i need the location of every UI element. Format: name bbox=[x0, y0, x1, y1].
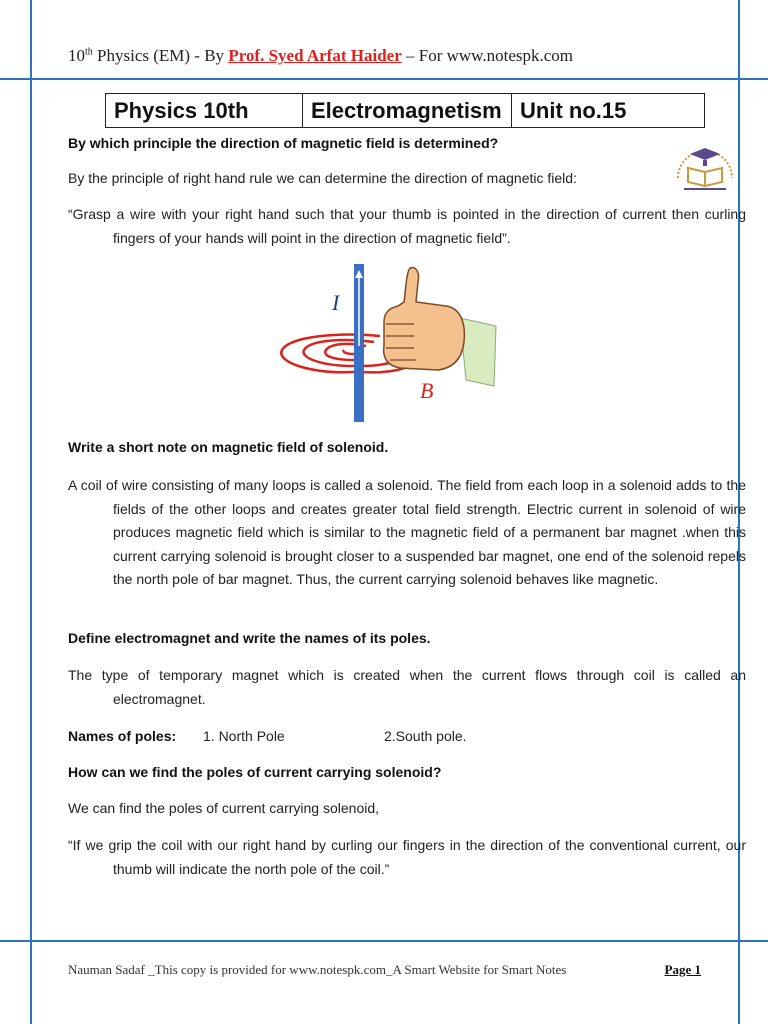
poles-label: Names of poles: bbox=[68, 728, 177, 744]
right-hand-rule-figure bbox=[270, 262, 500, 424]
title-unit: Unit no.15 bbox=[512, 94, 705, 128]
header-subject: Physics (EM) - By bbox=[92, 46, 229, 65]
answer-4-intro: We can find the poles of current carrying solenoid, bbox=[68, 800, 380, 816]
answer-4-rule-quote: “If we grip the coil with our right hand by curling our fingers in the direction of the conventional current, our thumb will indicate the north pole of the coil.” bbox=[68, 837, 746, 877]
pole-north: 1. North Pole bbox=[203, 728, 285, 744]
question-3: Define electromagnet and write the names of its poles. bbox=[68, 630, 431, 646]
page-footer bbox=[68, 962, 701, 978]
answer-2: A coil of wire consisting of many loops is called a solenoid. The field from each loop in a solenoid adds to the fields of the other loops and creates greater total field strength. Electric current in solenoid of wire produces magnetic field which is similar to the magnetic field of a permanent bar magnet .when this current carrying solenoid is brought closer to a suspended bar magnet, one end of the solenoid repels the north pole of bar magnet. Thus, the current carrying solenoid behaves like magnetic. bbox=[68, 477, 746, 587]
question-2: Write a short note on magnetic field of solenoid. bbox=[68, 439, 389, 455]
title-table bbox=[105, 93, 705, 128]
title-subject: Physics 10th bbox=[106, 94, 303, 128]
footer-text: Nauman Sadaf _This copy is provided for www.notespk.com_A Smart Website for Smart Notes bbox=[68, 962, 567, 977]
page-border-left bbox=[30, 0, 32, 1024]
answer-1-intro: By the principle of right hand rule we can determine the direction of magnetic field: bbox=[68, 170, 577, 186]
pole-south: 2.South pole. bbox=[384, 728, 467, 744]
header-superscript: th bbox=[85, 46, 93, 58]
poles-line bbox=[68, 725, 701, 749]
answer-1-rule-quote: “Grasp a wire with your right hand such that your thumb is pointed in the direction of current then curling fingers of your hands will point in the direction of magnetic field”. bbox=[68, 206, 746, 246]
page-number: Page 1 bbox=[664, 962, 701, 977]
header-site: – For www.notespk.com bbox=[401, 46, 573, 65]
question-1: By which principle the direction of magnetic field is determined? bbox=[68, 135, 499, 151]
header-author-link[interactable]: Prof. Syed Arfat Haider bbox=[228, 46, 402, 65]
label-current: I bbox=[332, 290, 340, 315]
answer-3: The type of temporary magnet which is created when the current flows through coil is called an electromagnet. bbox=[68, 667, 746, 707]
header-grade: 10 bbox=[68, 46, 85, 65]
right-hand-icon bbox=[384, 268, 496, 386]
header-rule bbox=[0, 78, 768, 80]
title-chapter: Electromagnetism bbox=[303, 94, 512, 128]
footer-rule bbox=[0, 940, 768, 942]
label-field: B bbox=[420, 378, 434, 403]
page-header bbox=[68, 46, 573, 66]
question-4: How can we find the poles of current carrying solenoid? bbox=[68, 764, 442, 780]
